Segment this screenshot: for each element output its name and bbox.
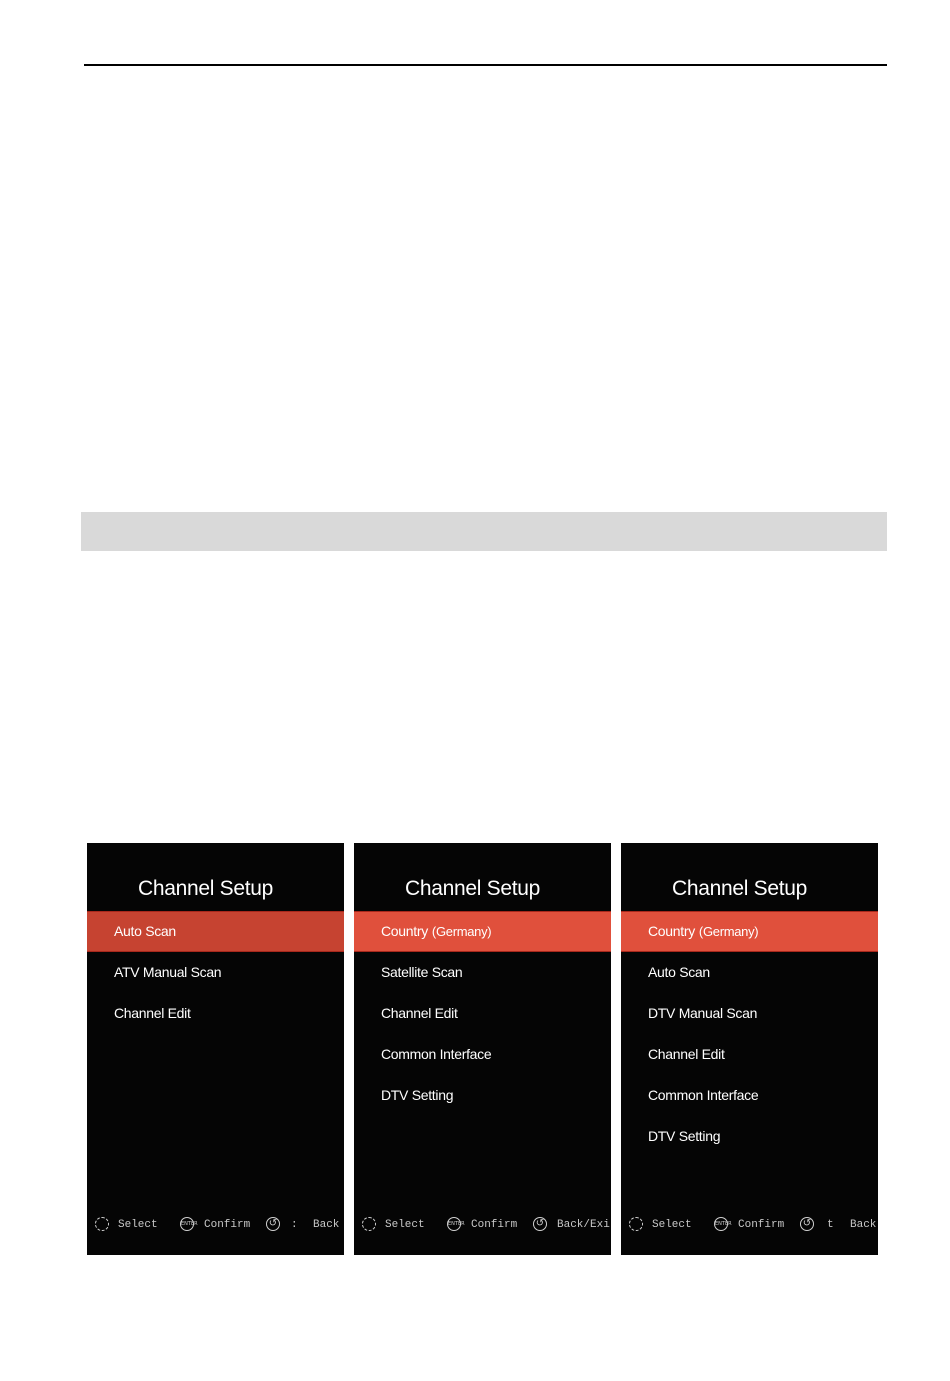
menu-item-common-interface[interactable]: [354, 1034, 611, 1075]
menu-item-satellite-scan[interactable]: [354, 952, 611, 993]
hint-confirm: Confirm: [738, 1219, 785, 1231]
section-heading-band: [81, 512, 887, 551]
country-value: (Germany): [431, 924, 492, 939]
menu-item-country[interactable]: [354, 911, 611, 952]
hint-confirm: Confirm: [204, 1219, 251, 1231]
menu-item-label: Country: [381, 923, 428, 939]
menu-item-dtv-setting[interactable]: [354, 1075, 611, 1116]
menu-item-atv-manual-scan[interactable]: [87, 952, 344, 993]
menu-item-label: Common Interface: [648, 1087, 759, 1103]
menu-item-label: DTV Setting: [381, 1087, 454, 1103]
menu-item-label: Channel Edit: [648, 1046, 725, 1062]
menu-item-channel-edit[interactable]: [87, 993, 344, 1034]
channel-setup-panel-3: [621, 843, 878, 1255]
footer-hints: [354, 1215, 611, 1235]
dpad-icon: [95, 1217, 109, 1231]
enter-icon: ENTER: [447, 1217, 461, 1231]
hint-back: Back: [313, 1219, 340, 1231]
menu-item-label: Auto Scan: [648, 964, 710, 980]
menu-list: [354, 911, 611, 1116]
menu-item-channel-edit[interactable]: [621, 1034, 878, 1075]
menu-item-channel-edit[interactable]: [354, 993, 611, 1034]
menu-item-label: ATV Manual Scan: [114, 964, 222, 980]
hint-back: Back/Exi: [557, 1219, 610, 1231]
panel-title: Channel Setup: [137, 877, 274, 900]
menu-item-label: DTV Manual Scan: [648, 1005, 758, 1021]
channel-setup-panel-2: [354, 843, 611, 1255]
menu-item-label: Satellite Scan: [381, 964, 463, 980]
header-rule: [84, 64, 887, 66]
back-icon: ↺: [800, 1217, 814, 1231]
menu-item-auto-scan[interactable]: [621, 952, 878, 993]
menu-item-label: Channel Edit: [114, 1005, 191, 1021]
menu-item-dtv-manual-scan[interactable]: [621, 993, 878, 1034]
footer-hints: [87, 1215, 344, 1235]
panel-title: Channel Setup: [671, 877, 808, 900]
menu-item-common-interface[interactable]: [621, 1075, 878, 1116]
dpad-icon: [629, 1217, 643, 1231]
menu-item-label: Auto Scan: [114, 923, 176, 939]
menu-item-label: DTV Setting: [648, 1128, 721, 1144]
enter-icon: ENTER: [180, 1217, 194, 1231]
hint-select: Select: [118, 1219, 158, 1231]
menu-item-country[interactable]: [621, 911, 878, 952]
hint-confirm: Confirm: [471, 1219, 518, 1231]
menu-item-label: Common Interface: [381, 1046, 492, 1062]
hint-select: Select: [652, 1219, 692, 1231]
hint-back: Back: [850, 1219, 877, 1231]
menu-item-auto-scan[interactable]: [87, 911, 344, 952]
channel-setup-panel-1: [87, 843, 344, 1255]
hint-extra: t: [827, 1219, 834, 1231]
back-icon: ↺: [533, 1217, 547, 1231]
menu-item-dtv-setting[interactable]: [621, 1116, 878, 1157]
menu-list: [87, 911, 344, 1034]
menu-list: [621, 911, 878, 1157]
menu-item-label: Country: [648, 923, 695, 939]
dpad-icon: [362, 1217, 376, 1231]
hint-select: Select: [385, 1219, 425, 1231]
hint-extra: :: [291, 1219, 298, 1231]
footer-hints: [621, 1215, 878, 1235]
menu-item-label: Channel Edit: [381, 1005, 458, 1021]
country-value: (Germany): [698, 924, 759, 939]
enter-icon: ENTER: [714, 1217, 728, 1231]
panel-title: Channel Setup: [404, 877, 541, 900]
back-icon: ↺: [266, 1217, 280, 1231]
